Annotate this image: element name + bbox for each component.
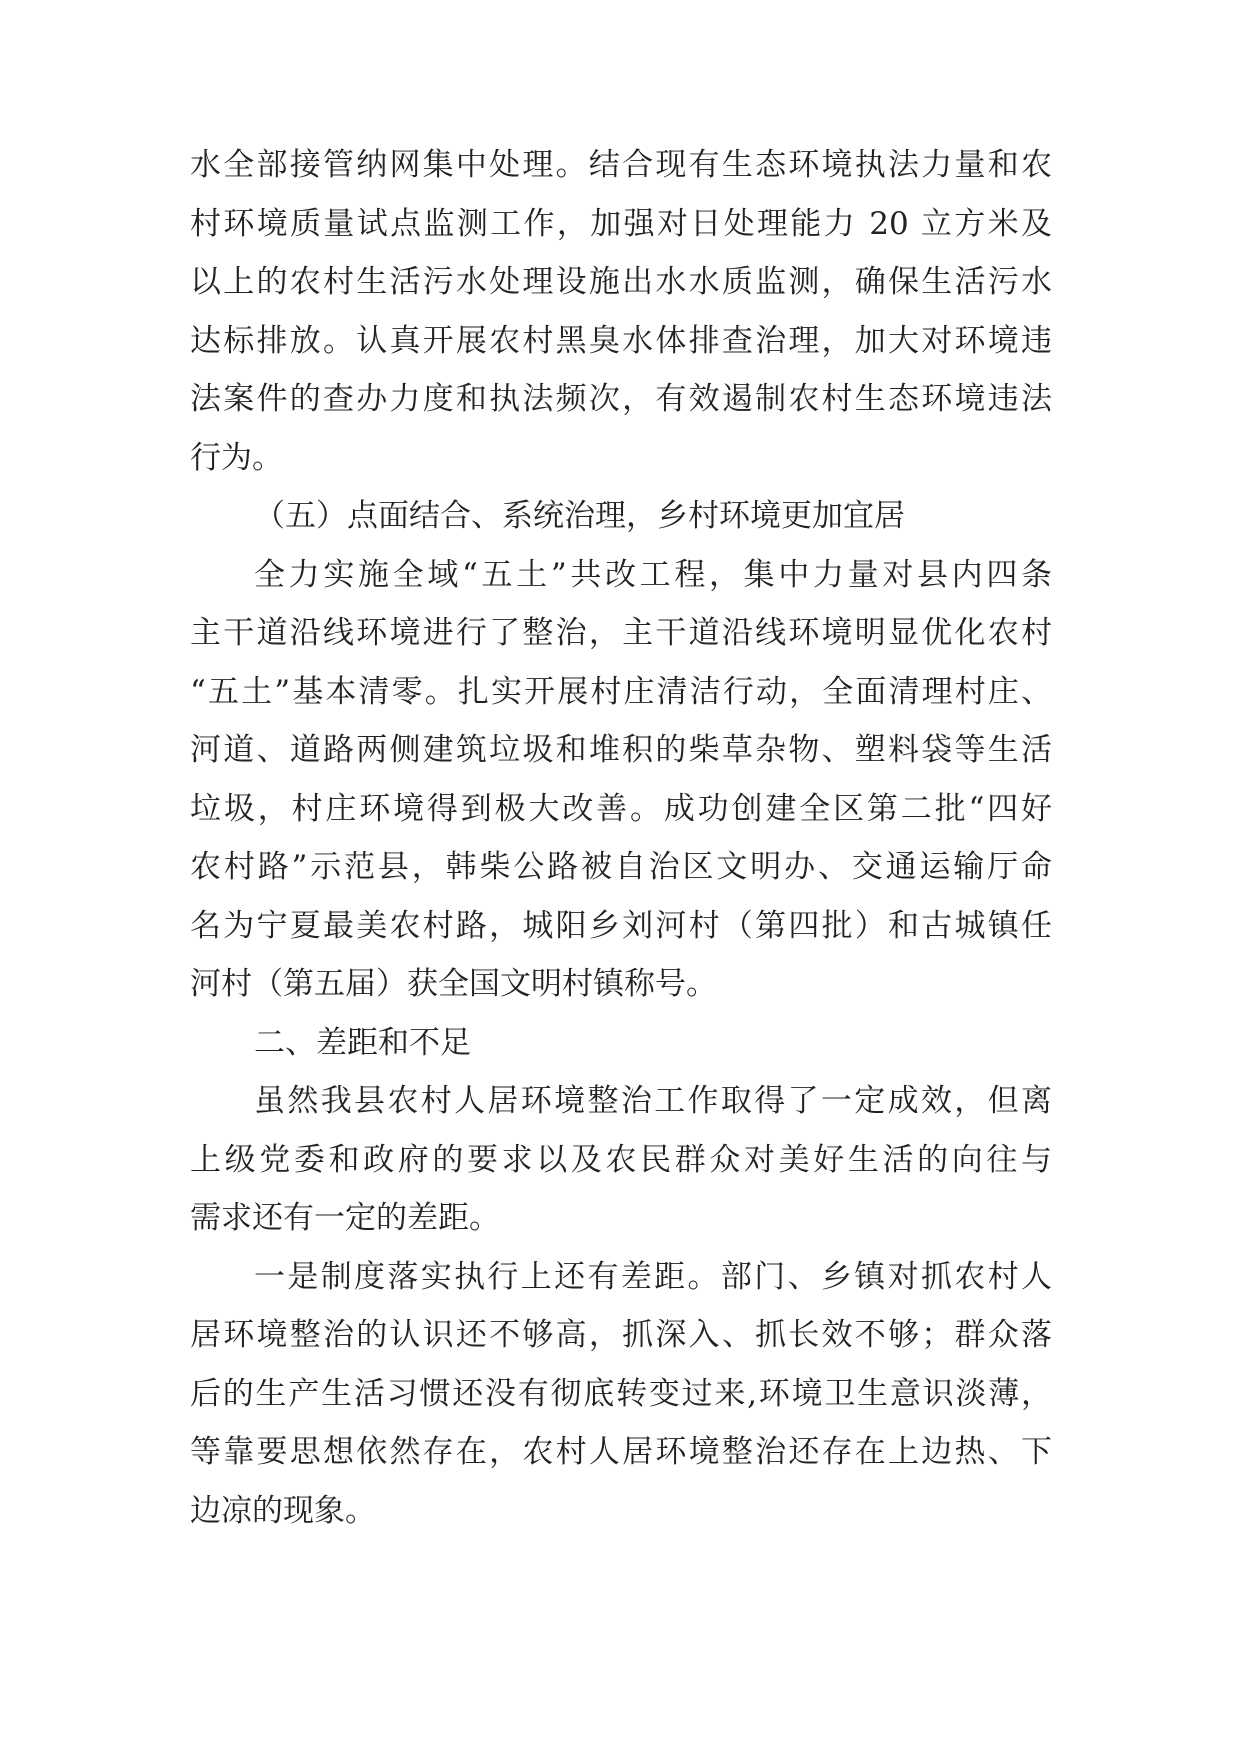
text-line: 农村路”示范县，韩柴公路被自治区文明办、交通运输厅命: [190, 849, 1052, 885]
text-line: 达标排放。认真开展农村黑臭水体排查治理，加大对环境违: [190, 322, 1052, 359]
text-line: 等靠要思想依然存在，农村人居环境整治还存在上边热、下: [190, 1434, 1052, 1470]
text-line: “五土”基本清零。扎实开展村庄清洁行动，全面清理村庄、: [190, 673, 1052, 710]
text-line: （五）点面结合、系统治理，乡村环境更加宜居: [254, 498, 905, 534]
text-line: 名为宁夏最美农村路，城阳乡刘河村（第四批）和古城镇任: [190, 907, 1052, 944]
text-line: 上级党委和政府的要求以及农民群众对美好生活的向往与: [190, 1141, 1052, 1178]
document-page: [190, 136, 1052, 1540]
text-line: 全力实施全域“五土”共改工程，集中力量对县内四条: [254, 556, 1052, 593]
text-line: 村环境质量试点监测工作，加强对日处理能力 20 立方米及: [190, 205, 1052, 242]
text-line: 二、差距和不足: [254, 1024, 471, 1061]
text-line: 垃圾，村庄环境得到极大改善。成功创建全区第二批“四好: [190, 790, 1052, 827]
text-line: 水全部接管纳网集中处理。结合现有生态环境执法力量和农: [190, 147, 1052, 183]
text-line: 主干道沿线环境进行了整治，主干道沿线环境明显优化农村: [190, 615, 1052, 651]
text-line: 行为。: [190, 439, 283, 476]
text-line: 边凉的现象。: [190, 1492, 376, 1529]
text-line: 虽然我县农村人居环境整治工作取得了一定成效，但离: [254, 1083, 1052, 1119]
text-line: 一是制度落实执行上还有差距。部门、乡镇对抓农村人: [254, 1258, 1052, 1295]
text-line: 需求还有一定的差距。: [190, 1200, 500, 1236]
text-line: 河道、道路两侧建筑垃圾和堆积的柴草杂物、塑料袋等生活: [190, 732, 1052, 768]
text-line: 河村（第五届）获全国文明村镇称号。: [190, 966, 717, 1002]
text-line: 法案件的查办力度和执法频次，有效遏制农村生态环境违法: [190, 381, 1052, 417]
text-line: 居环境整治的认识还不够高，抓深入、抓长效不够；群众落: [190, 1317, 1052, 1353]
text-line: 后的生产生活习惯还没有彻底转变过来,环境卫生意识淡薄，: [190, 1375, 1052, 1412]
text-line: 以上的农村生活污水处理设施出水水质监测，确保生活污水: [190, 264, 1052, 300]
